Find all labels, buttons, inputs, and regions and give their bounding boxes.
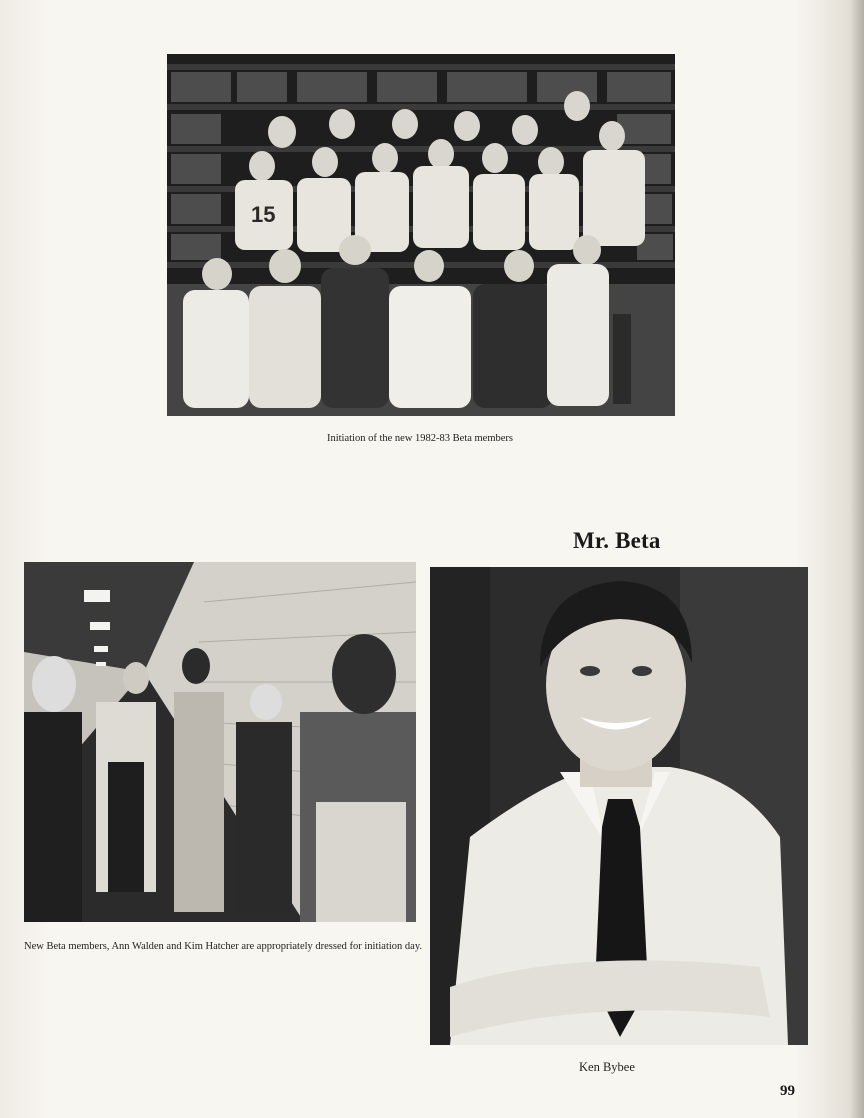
hallway-photo-illustration bbox=[24, 562, 416, 922]
portrait-photo-caption: Ken Bybee bbox=[579, 1060, 635, 1074]
portrait-photo-illustration bbox=[430, 567, 808, 1045]
group-photo-beta-members bbox=[167, 54, 675, 416]
portrait-photo-mr-beta bbox=[430, 567, 808, 1045]
jersey-number-text: 15 bbox=[251, 202, 276, 227]
hallway-photo bbox=[24, 562, 416, 922]
page-number: 99 bbox=[780, 1083, 795, 1099]
group-photo-caption-text: Initiation of the new 1982-83 Beta members bbox=[326, 433, 514, 444]
mr-beta-heading: Mr. Beta bbox=[573, 528, 661, 553]
group-photo-caption bbox=[0, 432, 864, 445]
page-edge-shadow bbox=[850, 0, 864, 1118]
group-photo-illustration bbox=[167, 54, 675, 416]
hallway-photo-caption: New Beta members, Ann Walden and Kim Hatcher are appropriately dressed for initiation day. bbox=[24, 941, 423, 952]
